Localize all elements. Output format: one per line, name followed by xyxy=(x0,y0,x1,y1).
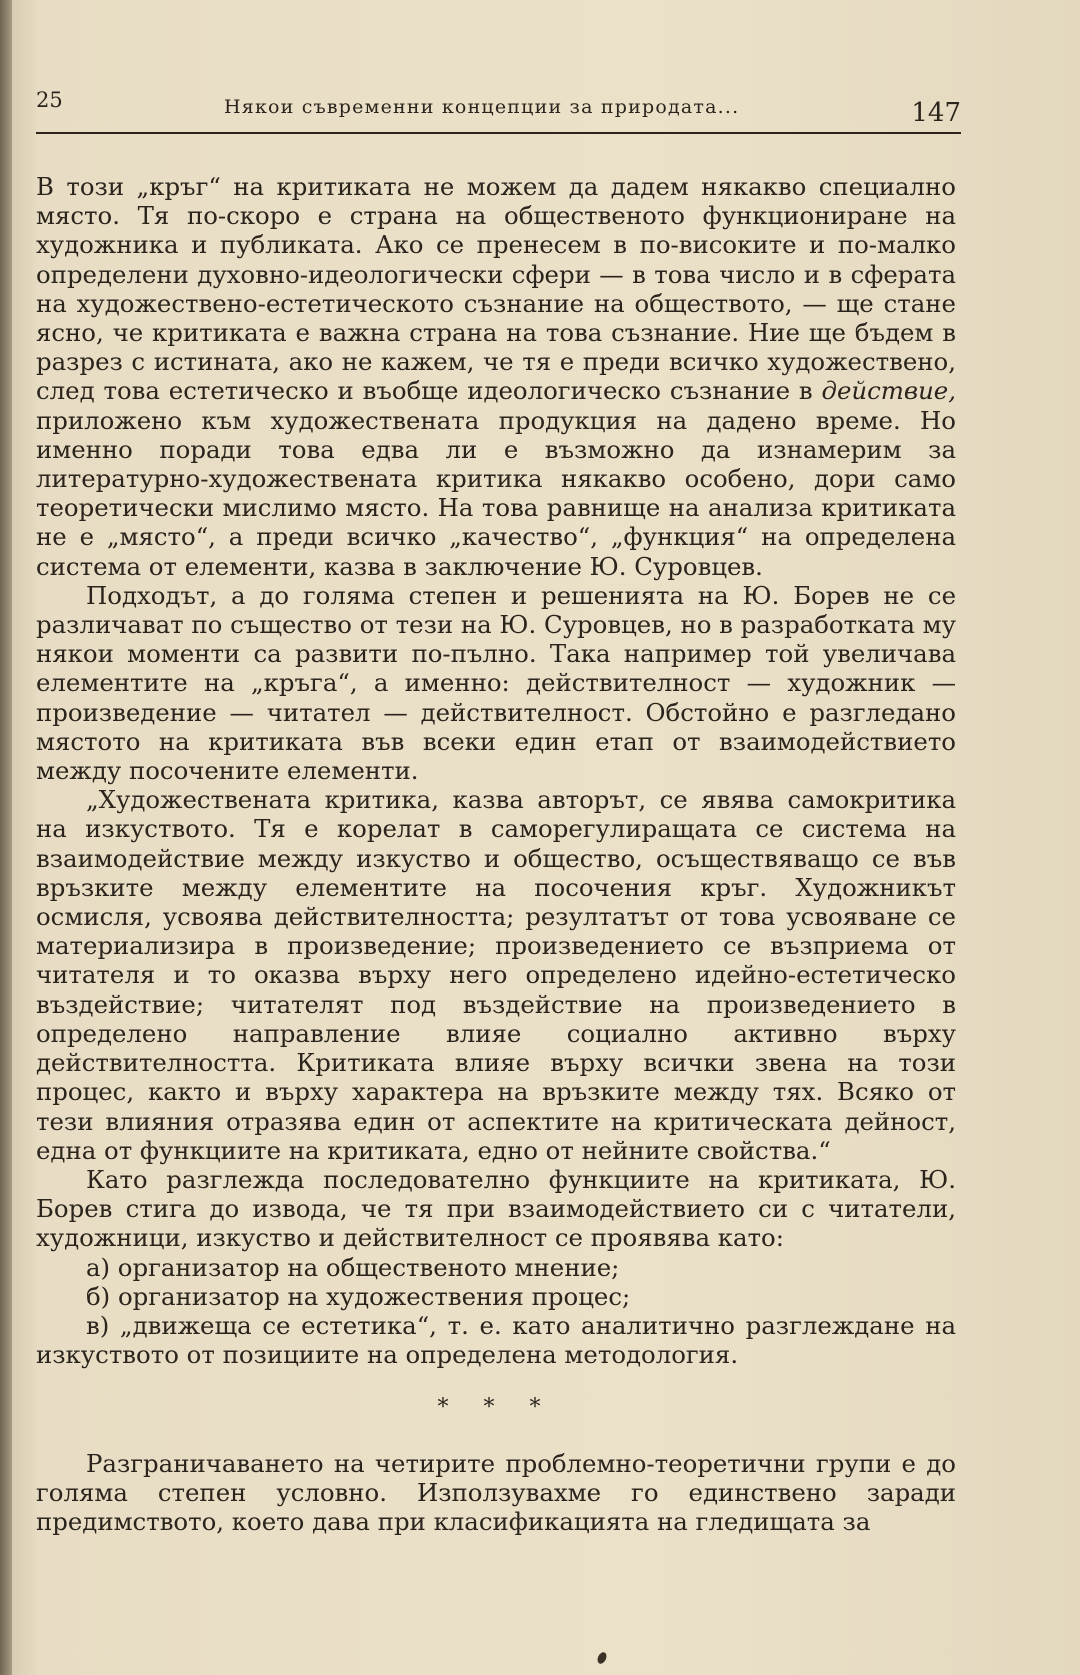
signature-folio: 25 xyxy=(36,88,63,112)
page-spine-shadow xyxy=(0,0,12,1675)
paragraph-5: Разграничаването на четирите проблемно-теоретични групи е до голяма степен условно. Използувахме го единствено заради предимството, което дава при класификацията на гледищата за xyxy=(36,1448,956,1536)
list-item-a: а) организатор на общественото мнение; xyxy=(86,1252,620,1282)
body-text xyxy=(36,172,956,1536)
page-header xyxy=(36,88,961,128)
ink-mark xyxy=(596,1651,608,1665)
paragraph-1-text: В този „кръг“ на критиката не можем да дадем някакво специално място. Тя по-скоро е страна на общественото функциониране на художника и публиката. Ако се пренесем в по-високите и по-малко определени духовно-идеологически сфери — в това число и в сферата на художествено-естетическото съзнание на обществото, — ще стане ясно, че критиката е важна страна на това съзнание. Ние ще бъдем в разрез с истината, ако не кажем, че тя е преди всичко художествено, след това естетическо и въобще идеологическо съзнание в xyxy=(36,172,956,406)
paragraph-4: Като разглежда последователно функциите на критиката, Ю. Борев стига до извода, че тя при взаимодействието си с читатели, художници, изкуство и действителност се проявява като: xyxy=(36,1164,956,1253)
paragraph-1 xyxy=(36,172,956,581)
paragraph-1-rest: приложено към художествената продукция на дадено време. Но именно поради това едва ли е възможно да изнамерим за литературно-художествената критика някакво особено, дори само теоретически мислимо място. На това равнище на анализа критиката не е „място“, а преди всичко „качество“, „функция“ на определена система от елементи, казва в заключение Ю. Суровцев. xyxy=(36,405,956,581)
section-break-asterism: * * * xyxy=(437,1395,555,1421)
list-item-b: б) организатор на художествения процес; xyxy=(86,1281,631,1311)
page-number: 147 xyxy=(911,98,961,128)
header-rule xyxy=(36,132,961,134)
list-item-c: в) „движеща се естетика“, т. е. като аналитично разглеждане на изкуството от позициите на определена методология. xyxy=(36,1310,956,1370)
running-title: Някои съвременни концепции за природата... xyxy=(224,96,740,118)
paragraph-2: Подходът, а до голяма степен и решенията на Ю. Борев не се различават по същество от тези на Ю. Суровцев, но в разработката му някои моменти са развити по-пълно. Така например той увеличава елементите на „кръга“, а именно: действителност — художник — произведение — читател — действителност. Обстойно е разгледано мястото на критиката във всеки един етап от взаимодействието между посочените елементи. xyxy=(36,580,956,786)
paragraph-3-quote: „Художествената критика, казва авторът, се явява самокритика на изкуството. Тя е корелат в саморегулиращата се система на взаимодействие между изкуство и общество, осъществяващо се във връзките между елементите на посочения кръг. Художникът осмисля, усвоява действителността; резултатът от това усвояване се материализира в произведение; произведението се възприема от читателя и то оказва върху него определено идейно-естетическо въздействие; читателят под въздействие на произведението в определено направление влияе социално активно върху действителността. Критиката влияе върху всички звена на този процес, както и върху характера на връзките между тях. Всяко от тези влияния отразява един от аспектите на критическата дейност, една от функциите на критиката, едно от нейните свойства.“ xyxy=(36,785,956,1165)
emphasis-deystvie: действие, xyxy=(821,376,956,406)
